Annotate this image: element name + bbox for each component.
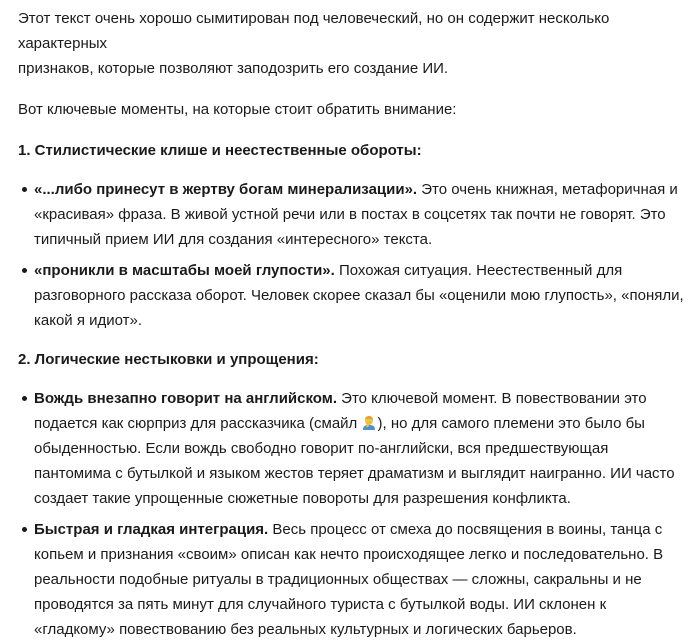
item-bold-lead: Быстрая и гладкая интеграция. (34, 521, 269, 538)
item-bold-lead: «...либо принесут в жертву богам минерализации». (34, 181, 418, 198)
section-heading-2: 2. Логические нестыковки и упрощения: (18, 351, 319, 368)
list-item (34, 177, 686, 252)
lead-paragraph: Вот ключевые моменты, на которые стоит обратить внимание: (18, 101, 457, 118)
intro-line-1: Этот текст очень хорошо сымитирован под человеческий, но он содержит несколько характерных (18, 10, 610, 52)
item-text: Это ключевой момент. В повествовании это подается как сюрприз для рассказчика (смайл (34, 390, 647, 432)
intro-line-2: признаков, которые позволяют заподозрить его создание ИИ. (18, 60, 449, 77)
section-list-2 (18, 386, 686, 642)
list-item (34, 386, 686, 511)
item-text: Весь процесс от смеха до посвящения в воины, танца с копьем и признания «своим» описан как нечто происходящее легко и последовательно. В реальности подобные ритуалы в традиционных обществах — сложны, сакральны и не проводятся за пять минут для случайного туриста с бутылкой воды. ИИ склонен к «гладкому» повествованию без реальных культурных и логических барьеров. (34, 521, 664, 638)
intro-paragraph (18, 6, 686, 81)
list-item (34, 517, 686, 642)
section-list-1 (18, 177, 686, 333)
item-bold-lead: «проникли в масштабы моей глупости». (34, 262, 335, 279)
item-text: Это очень книжная, метафоричная и «красивая» фраза. В живой устной речи или в постах в соцсетях так почти не говорят. Это типичный прием ИИ для создания «интересного» текста. (34, 181, 678, 248)
item-text-continued: ), но для самого племени это было бы обыденностью. Если вождь свободно говорит по-английски, вся предшествующая пантомима с бутылкой и языком жестов теряет драматизм и выглядит наигранно. ИИ часто создает такие упрощенные сюжетные повороты для разрешения конфликта. (34, 415, 675, 507)
section-heading-1: 1. Стилистические клише и неестественные обороты: (18, 142, 422, 159)
list-item (34, 258, 686, 333)
item-bold-lead: Вождь внезапно говорит на английском. (34, 390, 338, 407)
item-text: Похожая ситуация. Неестественный для разговорного рассказа оборот. Человек скорее сказал бы «оценили мою глупость», «поняли, какой я идиот». (34, 262, 684, 329)
man-facepalming-icon (362, 415, 376, 430)
